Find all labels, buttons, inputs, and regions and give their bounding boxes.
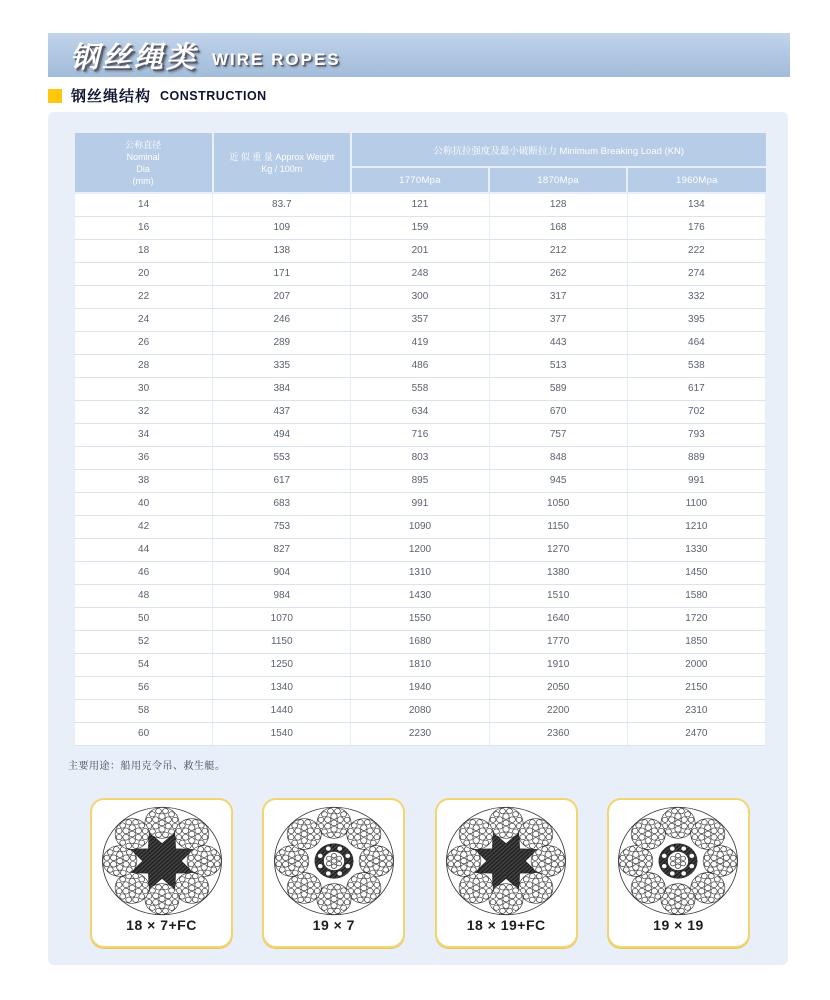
table-cell: 54 xyxy=(75,653,213,676)
table-cell: 138 xyxy=(213,239,351,262)
table-cell: 617 xyxy=(627,377,765,400)
table-cell: 1200 xyxy=(351,538,489,561)
table-cell: 589 xyxy=(489,377,627,400)
table-cell: 14 xyxy=(75,193,213,216)
table-row xyxy=(75,308,766,331)
table-cell: 207 xyxy=(213,285,351,308)
table-cell: 16 xyxy=(75,216,213,239)
table-cell: 443 xyxy=(489,331,627,354)
table-row xyxy=(75,193,766,216)
table-cell: 1910 xyxy=(489,653,627,676)
table-cell: 2150 xyxy=(627,676,765,699)
table-cell: 274 xyxy=(627,262,765,285)
table-cell: 212 xyxy=(489,239,627,262)
table-cell: 1050 xyxy=(489,492,627,515)
table-cell: 395 xyxy=(627,308,765,331)
usage-note: 主要用途：船用克令吊、救生艇。 xyxy=(68,761,226,772)
table-cell: 1380 xyxy=(489,561,627,584)
rope-cross-section-diagram xyxy=(616,805,740,917)
table-row xyxy=(75,423,766,446)
table-cell: 757 xyxy=(489,423,627,446)
table-cell: 1640 xyxy=(489,607,627,630)
rope-card xyxy=(435,798,578,948)
table-cell: 1340 xyxy=(213,676,351,699)
wire-rope-spec-table xyxy=(74,133,766,746)
table-cell: 2050 xyxy=(489,676,627,699)
table-row xyxy=(75,331,766,354)
table-cell: 26 xyxy=(75,331,213,354)
table-cell: 1810 xyxy=(351,653,489,676)
table-cell: 1680 xyxy=(351,630,489,653)
table-row xyxy=(75,515,766,538)
table-cell: 60 xyxy=(75,722,213,745)
table-cell: 702 xyxy=(627,400,765,423)
header-nominal-dia xyxy=(75,133,213,193)
table-cell: 317 xyxy=(489,285,627,308)
table-header xyxy=(75,133,766,193)
table-cell: 1540 xyxy=(213,722,351,745)
table-cell: 1090 xyxy=(351,515,489,538)
rope-construction-label: 19 × 7 xyxy=(312,917,355,933)
page-title-english: WIRE ROPES xyxy=(212,50,341,69)
header-line: Nominal xyxy=(126,151,160,162)
header-line: Dia xyxy=(136,163,150,174)
table-cell: 494 xyxy=(213,423,351,446)
rope-card xyxy=(262,798,405,948)
table-cell: 2230 xyxy=(351,722,489,745)
table-cell: 984 xyxy=(213,584,351,607)
header-line: 公称直径 xyxy=(125,139,162,150)
table-cell: 945 xyxy=(489,469,627,492)
rope-construction-label: 19 × 19 xyxy=(653,917,704,933)
rope-cross-section-diagram xyxy=(272,805,396,917)
table-cell: 171 xyxy=(213,262,351,285)
table-cell: 419 xyxy=(351,331,489,354)
page-title-bar xyxy=(48,33,790,77)
table-row xyxy=(75,561,766,584)
table-row xyxy=(75,285,766,308)
table-row xyxy=(75,469,766,492)
construction-cards xyxy=(90,798,750,948)
section-heading xyxy=(48,85,267,106)
table-cell: 332 xyxy=(627,285,765,308)
table-row xyxy=(75,722,766,745)
table-cell: 36 xyxy=(75,446,213,469)
table-cell: 30 xyxy=(75,377,213,400)
rope-construction-label: 18 × 19+FC xyxy=(466,917,546,933)
table-row xyxy=(75,492,766,515)
table-row xyxy=(75,584,766,607)
table-row xyxy=(75,699,766,722)
table-cell: 1210 xyxy=(627,515,765,538)
section-title-english: CONSTRUCTION xyxy=(160,88,267,103)
table-row xyxy=(75,400,766,423)
table-cell: 50 xyxy=(75,607,213,630)
table-cell: 2310 xyxy=(627,699,765,722)
table-cell: 1150 xyxy=(489,515,627,538)
table-row xyxy=(75,216,766,239)
table-cell: 159 xyxy=(351,216,489,239)
table-cell: 1070 xyxy=(213,607,351,630)
table-cell: 991 xyxy=(627,469,765,492)
header-approx-weight xyxy=(213,133,351,193)
header-breaking-load-group: 公称抗拉强度及最小破断拉力 Minimum Breaking Load (KN) xyxy=(351,133,766,167)
table-cell: 56 xyxy=(75,676,213,699)
table-cell: 683 xyxy=(213,492,351,515)
table-cell: 83.7 xyxy=(213,193,351,216)
table-cell: 42 xyxy=(75,515,213,538)
table-cell: 289 xyxy=(213,331,351,354)
table-cell: 222 xyxy=(627,239,765,262)
table-cell: 634 xyxy=(351,400,489,423)
header-line: Kg / 100m xyxy=(261,163,303,174)
table-cell: 1510 xyxy=(489,584,627,607)
table-cell: 670 xyxy=(489,400,627,423)
table-row xyxy=(75,630,766,653)
table-cell: 617 xyxy=(213,469,351,492)
table-cell: 1850 xyxy=(627,630,765,653)
table-cell: 134 xyxy=(627,193,765,216)
table-cell: 848 xyxy=(489,446,627,469)
table-cell: 34 xyxy=(75,423,213,446)
table-cell: 895 xyxy=(351,469,489,492)
table-cell: 1150 xyxy=(213,630,351,653)
table-cell: 46 xyxy=(75,561,213,584)
content-panel xyxy=(48,112,788,965)
table-cell: 2000 xyxy=(627,653,765,676)
table-cell: 464 xyxy=(627,331,765,354)
yellow-bullet-icon xyxy=(48,89,62,103)
table-cell: 128 xyxy=(489,193,627,216)
table-cell: 377 xyxy=(489,308,627,331)
table-cell: 38 xyxy=(75,469,213,492)
table-row xyxy=(75,676,766,699)
table-cell: 1550 xyxy=(351,607,489,630)
table-cell: 716 xyxy=(351,423,489,446)
table-cell: 2360 xyxy=(489,722,627,745)
table-cell: 335 xyxy=(213,354,351,377)
table-cell: 32 xyxy=(75,400,213,423)
table-cell: 40 xyxy=(75,492,213,515)
table-cell: 20 xyxy=(75,262,213,285)
section-title-chinese: 钢丝绳结构 xyxy=(71,88,152,105)
table-cell: 1330 xyxy=(627,538,765,561)
table-row xyxy=(75,262,766,285)
table-cell: 176 xyxy=(627,216,765,239)
table-body xyxy=(75,193,766,745)
table-cell: 2470 xyxy=(627,722,765,745)
table-cell: 753 xyxy=(213,515,351,538)
table-cell: 1310 xyxy=(351,561,489,584)
rope-card xyxy=(90,798,233,948)
table-cell: 904 xyxy=(213,561,351,584)
table-row xyxy=(75,377,766,400)
table-row xyxy=(75,354,766,377)
table-cell: 793 xyxy=(627,423,765,446)
table-row xyxy=(75,653,766,676)
table-cell: 803 xyxy=(351,446,489,469)
table-cell: 991 xyxy=(351,492,489,515)
table-cell: 357 xyxy=(351,308,489,331)
header-line: 近 似 重 量 Approx Weight xyxy=(229,151,335,162)
table-cell: 109 xyxy=(213,216,351,239)
table-cell: 486 xyxy=(351,354,489,377)
table-cell: 1720 xyxy=(627,607,765,630)
table-cell: 262 xyxy=(489,262,627,285)
table-cell: 1940 xyxy=(351,676,489,699)
table-cell: 553 xyxy=(213,446,351,469)
table-cell: 1450 xyxy=(627,561,765,584)
table-row xyxy=(75,446,766,469)
rope-cross-section-diagram xyxy=(100,805,224,917)
table-cell: 1580 xyxy=(627,584,765,607)
table-cell: 2200 xyxy=(489,699,627,722)
table-cell: 22 xyxy=(75,285,213,308)
table-cell: 889 xyxy=(627,446,765,469)
page-title-chinese: 钢丝绳类 xyxy=(70,41,199,74)
table-cell: 1270 xyxy=(489,538,627,561)
table-cell: 513 xyxy=(489,354,627,377)
table-cell: 24 xyxy=(75,308,213,331)
table-cell: 1100 xyxy=(627,492,765,515)
table-cell: 1250 xyxy=(213,653,351,676)
table-cell: 18 xyxy=(75,239,213,262)
table-cell: 827 xyxy=(213,538,351,561)
rope-construction-label: 18 × 7+FC xyxy=(126,917,197,933)
table-cell: 538 xyxy=(627,354,765,377)
table-cell: 2080 xyxy=(351,699,489,722)
table-cell: 44 xyxy=(75,538,213,561)
table-row xyxy=(75,607,766,630)
table-cell: 246 xyxy=(213,308,351,331)
table-cell: 121 xyxy=(351,193,489,216)
table-cell: 437 xyxy=(213,400,351,423)
table-cell: 558 xyxy=(351,377,489,400)
table-cell: 384 xyxy=(213,377,351,400)
rope-cross-section-diagram xyxy=(444,805,568,917)
table-cell: 1430 xyxy=(351,584,489,607)
header-grade-1870: 1870Mpa xyxy=(489,167,627,193)
table-cell: 300 xyxy=(351,285,489,308)
header-grade-1960: 1960Mpa xyxy=(627,167,765,193)
table-cell: 1440 xyxy=(213,699,351,722)
table-cell: 58 xyxy=(75,699,213,722)
rope-card xyxy=(607,798,750,948)
table-cell: 1770 xyxy=(489,630,627,653)
header-grade-1770: 1770Mpa xyxy=(351,167,489,193)
table-row xyxy=(75,538,766,561)
header-line: (mm) xyxy=(132,175,154,186)
table-cell: 168 xyxy=(489,216,627,239)
table-row xyxy=(75,239,766,262)
table-cell: 48 xyxy=(75,584,213,607)
table-cell: 28 xyxy=(75,354,213,377)
table-cell: 201 xyxy=(351,239,489,262)
table-cell: 248 xyxy=(351,262,489,285)
table-cell: 52 xyxy=(75,630,213,653)
